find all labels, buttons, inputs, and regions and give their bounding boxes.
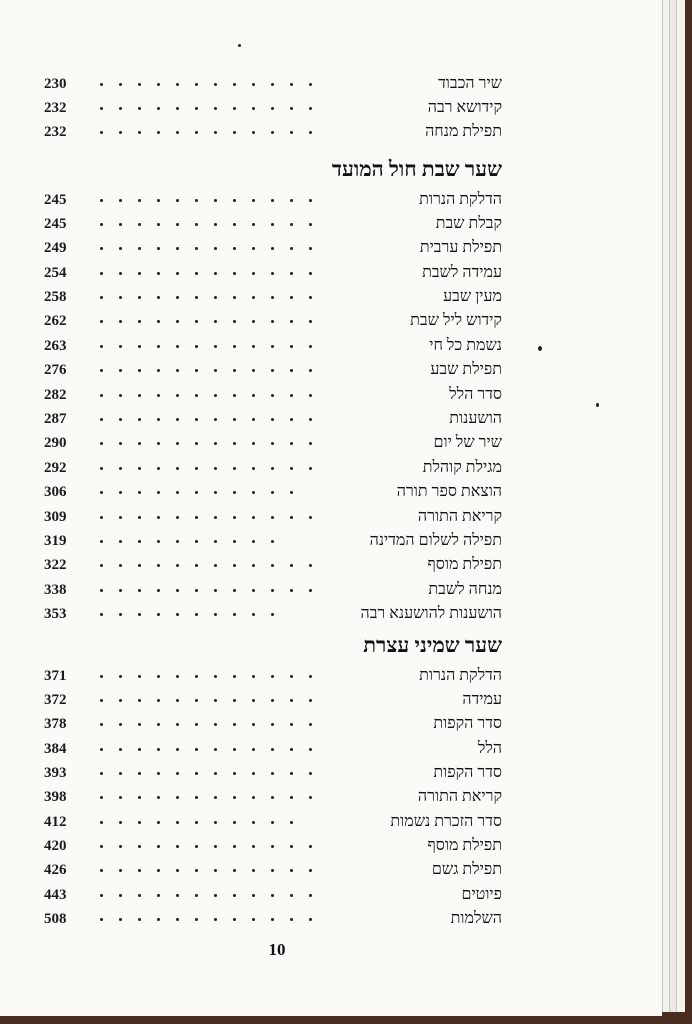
entry-title: תפילת ערבית [419, 239, 502, 256]
entry-page-number: 290 [44, 435, 67, 451]
entry-title: הוצאת ספר תורה [396, 483, 502, 500]
dot-leader [100, 909, 312, 929]
toc-entry [0, 287, 662, 307]
entry-title: קידוש ליל שבת [410, 312, 502, 329]
entry-title: עמידה [462, 691, 502, 708]
dot-leader [100, 482, 293, 502]
entry-page-number: 309 [44, 509, 67, 525]
entry-title: קריאת התורה [417, 788, 502, 805]
toc-entry [0, 190, 662, 210]
toc-entry [0, 238, 662, 258]
entry-title: מעין שבע [443, 288, 502, 305]
print-speck [596, 403, 599, 407]
entry-page-number: 319 [44, 533, 67, 549]
entry-page-number: 249 [44, 240, 67, 256]
dot-leader [100, 360, 312, 380]
toc-entry [0, 263, 662, 283]
toc-entry [0, 336, 662, 356]
page-edge [669, 0, 676, 1012]
print-speck [238, 44, 241, 47]
entry-title: תפילת מנחה [425, 123, 502, 140]
dot-leader [100, 812, 293, 832]
dot-leader [100, 433, 312, 453]
entry-page-number: 245 [44, 216, 67, 232]
dot-leader [100, 555, 312, 575]
entry-page-number: 276 [44, 362, 67, 378]
toc-entry [0, 311, 662, 331]
entry-page-number: 245 [44, 192, 67, 208]
toc-entry [0, 555, 662, 575]
toc-entry [0, 666, 662, 686]
toc-entry [0, 433, 662, 453]
entry-page-number: 292 [44, 460, 67, 476]
dot-leader [100, 263, 312, 283]
entry-title: סדר הקפות [433, 764, 502, 781]
entry-title: קידושא רבה [427, 99, 502, 116]
toc-entry [0, 122, 662, 142]
entry-title: הדלקת הנרות [419, 667, 502, 684]
toc-entry [0, 360, 662, 380]
entry-page-number: 393 [44, 765, 67, 781]
entry-page-number: 371 [44, 668, 67, 684]
entry-page-number: 426 [44, 862, 67, 878]
entry-page-number: 508 [44, 911, 67, 927]
dot-leader [100, 287, 312, 307]
entry-title: סדר הקפות [433, 715, 502, 732]
dot-leader [100, 666, 312, 686]
entry-page-number: 338 [44, 582, 67, 598]
entry-page-number: 372 [44, 692, 67, 708]
toc-entry [0, 714, 662, 734]
dot-leader [100, 74, 312, 94]
toc-entry [0, 74, 662, 94]
entry-title: שיר הכבוד [438, 75, 502, 92]
dot-leader [100, 690, 312, 710]
entry-page-number: 412 [44, 814, 67, 830]
toc-entry [0, 885, 662, 905]
entry-title: הושענות להושענא רבה [360, 605, 502, 622]
section-heading: שער שבת חול המועד [331, 157, 502, 181]
entry-page-number: 398 [44, 789, 67, 805]
toc-entry [0, 812, 662, 832]
entry-page-number: 254 [44, 265, 67, 281]
toc-entry [0, 763, 662, 783]
entry-title: קבלת שבת [435, 215, 502, 232]
toc-entry [0, 909, 662, 929]
entry-page-number: 287 [44, 411, 67, 427]
dot-leader [100, 885, 312, 905]
toc-entry [0, 860, 662, 880]
entry-title: סדר הזכרת נשמות [390, 813, 502, 830]
entry-title: תפילת שבע [430, 361, 502, 378]
entry-page-number: 232 [44, 124, 67, 140]
section-heading: שער שמיני עצרת [363, 633, 502, 657]
entry-page-number: 282 [44, 387, 67, 403]
dot-leader [100, 409, 312, 429]
page-number: 10 [268, 940, 286, 959]
toc-entry [0, 385, 662, 405]
entry-title: קריאת התורה [417, 508, 502, 525]
entry-page-number: 306 [44, 484, 67, 500]
dot-leader [100, 787, 312, 807]
dot-leader [100, 458, 312, 478]
page-edge [662, 0, 669, 1012]
entry-page-number: 262 [44, 313, 67, 329]
entry-page-number: 263 [44, 338, 67, 354]
dot-leader [100, 122, 312, 142]
dot-leader [100, 336, 312, 356]
toc-entry [0, 482, 662, 502]
entry-title: תפילת גשם [431, 861, 502, 878]
toc-entry [0, 604, 662, 624]
entry-title: תפילת מוסף [427, 837, 502, 854]
entry-title: נשמת כל חי [429, 337, 502, 354]
entry-title: הדלקת הנרות [419, 191, 502, 208]
toc-entry [0, 409, 662, 429]
dot-leader [100, 507, 312, 527]
entry-page-number: 353 [44, 606, 67, 622]
entry-page-number: 230 [44, 76, 67, 92]
toc-entry [0, 787, 662, 807]
toc-entry [0, 836, 662, 856]
entry-page-number: 443 [44, 887, 67, 903]
dot-leader [100, 604, 274, 624]
page-edge [676, 0, 685, 1012]
toc-entry [0, 507, 662, 527]
toc-entry [0, 739, 662, 759]
toc-entry [0, 531, 662, 551]
dot-leader [100, 190, 312, 210]
toc-entry [0, 580, 662, 600]
dot-leader [100, 763, 312, 783]
dot-leader [100, 311, 312, 331]
dot-leader [100, 531, 274, 551]
dot-leader [100, 214, 312, 234]
toc-entry [0, 214, 662, 234]
entry-page-number: 378 [44, 716, 67, 732]
entry-title: הושענות [449, 410, 502, 427]
entry-title: השלמות [450, 910, 502, 927]
entry-title: פיוטים [461, 886, 502, 903]
dot-leader [100, 98, 312, 118]
print-speck [538, 346, 542, 351]
toc-entry [0, 458, 662, 478]
entry-page-number: 322 [44, 557, 67, 573]
entry-page-number: 258 [44, 289, 67, 305]
dot-leader [100, 739, 312, 759]
entry-title: תפילה לשלום המדינה [369, 532, 502, 549]
entry-title: הלל [477, 740, 502, 757]
dot-leader [100, 238, 312, 258]
entry-title: עמידה לשבת [422, 264, 502, 281]
toc-entry [0, 98, 662, 118]
dot-leader [100, 860, 312, 880]
entry-title: מגילת קוהלת [422, 459, 502, 476]
entry-title: תפילת מוסף [427, 556, 502, 573]
dot-leader [100, 836, 312, 856]
entry-title: מנחה לשבת [428, 581, 502, 598]
entry-page-number: 420 [44, 838, 67, 854]
dot-leader [100, 714, 312, 734]
entry-page-number: 384 [44, 741, 67, 757]
entry-page-number: 232 [44, 100, 67, 116]
dot-leader [100, 385, 312, 405]
dot-leader [100, 580, 312, 600]
entry-title: סדר הלל [449, 386, 502, 403]
toc-entry [0, 690, 662, 710]
entry-title: שיר של יום [433, 434, 502, 451]
